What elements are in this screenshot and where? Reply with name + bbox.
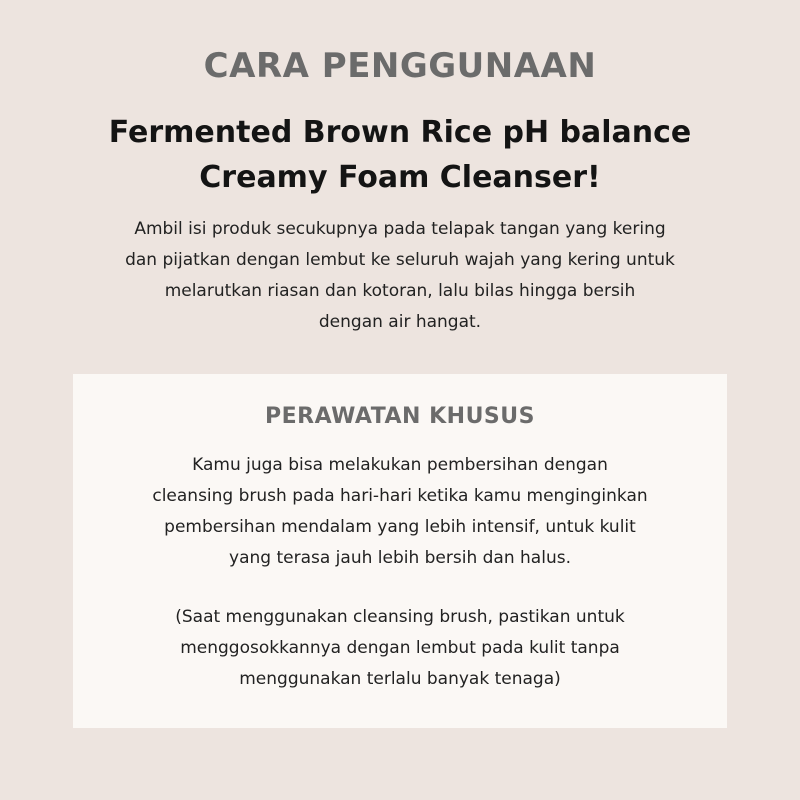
page-title: CARA PENGGUNAAN [203,46,597,86]
instructions-line-1: Ambil isi produk secukupnya pada telapak tangan yang kering [134,219,666,239]
special-care-box [73,374,727,728]
special-care-note-line-1: (Saat menggunakan cleansing brush, pastikan untuk [175,607,625,627]
special-care-title: PERAWATAN KHUSUS [264,404,535,429]
special-care-note-line-2: menggosokkannya dengan lembut pada kulit tanpa [180,638,620,658]
special-care-line-1: Kamu juga bisa melakukan pembersihan dengan [192,455,608,475]
instructions-line-4: dengan air hangat. [318,312,482,332]
product-name-line-1: Fermented Brown Rice pH balance [108,115,692,150]
special-care-line-2: cleansing brush pada hari-hari ketika kamu menginginkan [152,486,648,506]
special-care-body [73,450,727,574]
usage-instructions [60,214,740,338]
product-name [0,110,800,200]
special-care-note [73,602,727,695]
instructions-line-2: dan pijatkan dengan lembut ke seluruh wajah yang kering untuk [125,250,675,270]
special-care-line-4: yang terasa jauh lebih bersih dan halus. [229,548,571,568]
product-name-line-2: Creamy Foam Cleanser! [199,160,601,195]
instructions-line-3: melarutkan riasan dan kotoran, lalu bilas hingga bersih [164,281,636,301]
special-care-line-3: pembersihan mendalam yang lebih intensif, untuk kulit [164,517,636,537]
special-care-note-line-3: menggunakan terlalu banyak tenaga) [239,669,561,689]
